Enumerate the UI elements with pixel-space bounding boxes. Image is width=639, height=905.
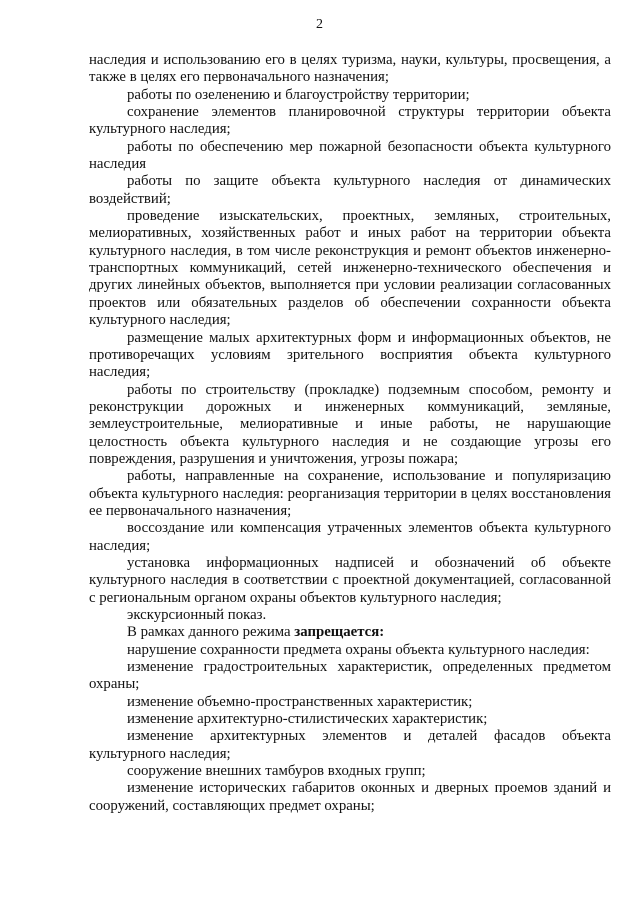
regime-prohibited-label: запрещается: <box>294 624 385 641</box>
paragraph-underground-works: работы по строительству (прокладке) подземным способом, ремонту и реконструкции дорожных и инженерных коммуникаций, земляные, землеустроительные, мелиоративные и иные работы, не нарушающие целостность объекта культурного наследия и не создающие угрозы его повреждения, разрушения и уничтожения, угрозы пожара; <box>89 381 611 467</box>
prohibition-item: изменение объемно-пространственных характеристик; <box>127 693 473 710</box>
regime-intro-text: В рамках данного режима <box>127 624 295 641</box>
prohibition-item: изменение исторических габаритов оконных и дверных проемов зданий и сооружений, составляющих предмет охраны; <box>89 780 611 814</box>
paragraph-small-forms: размещение малых архитектурных форм и информационных объектов, не противоречащих условиям зрительного восприятия объекта культурного наследия; <box>89 329 611 381</box>
prohibition-item: изменение градостроительных характеристик, определенных предметом охраны; <box>89 659 611 693</box>
paragraph-heritage-use: наследия и использованию его в целях туризма, науки, культуры, просвещения, а также в целях его первоначального назначения; <box>89 52 611 86</box>
paragraph-dynamic-protection: работы по защите объекта культурного наследия от динамических воздействий; <box>89 173 611 207</box>
paragraph-reconstruction: воссоздание или компенсация утраченных элементов объекта культурного наследия; <box>89 520 611 554</box>
paragraph-fire-safety: работы по обеспечению мер пожарной безопасности объекта культурного наследия <box>89 138 611 173</box>
paragraph-popularization: работы, направленные на сохранение, использование и популяризацию объекта культурного наследия: реорганизация территории в целях восстановления ее первоначального назначения; <box>89 468 611 519</box>
regime-prohibition-heading <box>89 624 611 641</box>
paragraph-survey-works: проведение изыскательских, проектных, земляных, строительных, мелиоративных, хозяйственных работ и иных работ на территории объекта культурного наследия, в том числе реконструкция и ремонт объектов инженерно-транспортных коммуникаций, сетей инженерно-технического обеспечения и других линейных объектов, выполняется при условии реализации согласованных проектов или обязательных разделов об обеспечении сохранности объекта культурного наследия; <box>89 208 611 329</box>
document-body <box>89 52 611 815</box>
prohibition-item: сооружение внешних тамбуров входных групп; <box>127 763 426 780</box>
prohibition-item: изменение архитектурных элементов и деталей фасадов объекта культурного наследия; <box>89 728 611 762</box>
paragraph-info-signs: установка информационных надписей и обозначений об объекте культурного наследия в соответствии с проектной документацией, согласованной с региональным органом охраны объектов культурного наследия; <box>89 554 611 606</box>
paragraph-planning-structure: сохранение элементов планировочной структуры территории объекта культурного наследия; <box>89 104 611 138</box>
paragraph-excursion: экскурсионный показ. <box>127 607 267 623</box>
prohibition-item: изменение архитектурно-стилистических характеристик; <box>127 711 488 728</box>
prohibition-item: нарушение сохранности предмета охраны объекта культурного наследия: <box>127 641 590 658</box>
paragraph-landscaping: работы по озеленению и благоустройству территории; <box>127 86 470 103</box>
page-number: 2 <box>316 17 323 32</box>
